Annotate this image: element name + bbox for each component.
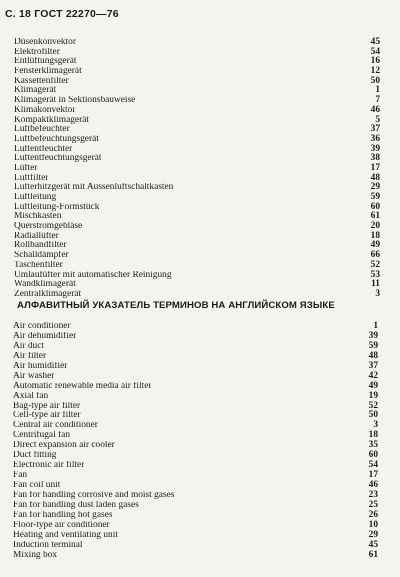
index-term: Air filter: [13, 351, 47, 361]
index-page-number: 23: [368, 489, 378, 500]
index-entry: [13, 372, 378, 382]
index-term: Central air conditioner: [13, 421, 98, 431]
index-entry: [13, 501, 378, 511]
index-entry: [13, 352, 378, 362]
index-term: Kassettenfilter: [14, 76, 69, 86]
index-term: Cell-type air filter: [13, 411, 81, 421]
index-page-number: 26: [368, 509, 378, 520]
index-entry: [14, 193, 380, 203]
index-entry: [13, 421, 378, 431]
index-term: Fan: [13, 471, 28, 481]
english-index-title: АЛФАВИТНЫЙ УКАЗАТЕЛЬ ТЕРМИНОВ НА АНГЛИЙСКОМ ЯЗЫКЕ: [17, 300, 335, 311]
index-term: Entlüftungsgerät: [14, 57, 77, 67]
index-entry: [14, 48, 380, 58]
index-page-number: 48: [370, 172, 380, 183]
index-page-number: 59: [370, 192, 380, 202]
index-page-number: 46: [370, 104, 380, 115]
index-page-number: 10: [368, 519, 378, 530]
index-page-number: 60: [370, 201, 380, 212]
index-term: Mischkasten: [14, 212, 62, 222]
index-page-number: 17: [368, 470, 378, 481]
index-term: Duct fitting: [13, 451, 57, 461]
index-page-number: 49: [368, 380, 378, 391]
index-term: Air humidifier: [13, 361, 68, 371]
index-term: Lufterhitzgerät mit Aussenluftschaltkasten: [14, 183, 174, 193]
index-term: Elektrofilter: [14, 47, 60, 57]
index-term: Heating and ventilating unit: [13, 530, 118, 540]
index-page-number: 20: [370, 221, 380, 232]
index-entry: [14, 203, 380, 213]
index-term: Fensterklimagerät: [14, 67, 82, 77]
index-term: Axial fan: [13, 391, 49, 401]
index-entry: [14, 290, 380, 300]
index-page-number: 36: [370, 133, 380, 144]
index-term: Luftleitung: [14, 193, 57, 202]
index-page-number: 11: [371, 279, 380, 290]
index-page-number: 7: [375, 95, 380, 106]
index-term: Rollbandfilter: [14, 241, 67, 251]
index-page-number: 25: [368, 499, 378, 510]
index-term: Fan for handling dust laden gases: [13, 500, 139, 510]
index-entry: [14, 212, 380, 222]
index-entry: [14, 222, 380, 232]
index-entry: [13, 441, 378, 451]
index-page-number: 37: [368, 360, 378, 371]
index-entry: [13, 392, 378, 402]
index-page-number: 39: [368, 330, 378, 341]
index-entry: [14, 164, 380, 174]
index-term: Air dehumidifier: [13, 331, 77, 341]
index-page-number: 38: [370, 153, 380, 164]
index-term: Air washer: [13, 371, 55, 381]
index-entry: [13, 402, 378, 412]
index-term: Lüfter: [14, 163, 38, 173]
index-term: Radiallüfter: [14, 231, 59, 241]
index-term: Luftbefeuchter: [14, 125, 70, 135]
index-page-number: 29: [368, 529, 378, 540]
index-entry: [13, 481, 378, 491]
index-term: Mixing box: [13, 550, 58, 560]
index-term: Direct expansion air cooler: [13, 441, 115, 451]
index-page-number: 50: [368, 410, 378, 421]
index-page-number: 1: [375, 85, 380, 96]
index-page-number: 18: [370, 230, 380, 241]
index-term: Air conditioner: [13, 322, 71, 331]
index-page-number: 39: [370, 143, 380, 154]
index-term: Fan coil unit: [13, 481, 61, 490]
index-term: Fan for handling hot gases: [13, 510, 113, 520]
index-page-number: 45: [368, 539, 378, 550]
index-entry: [13, 531, 378, 541]
index-term: Umlaufüfter mit automatischer Reinigung: [14, 270, 172, 280]
index-page-number: 52: [370, 259, 380, 270]
index-entry: [14, 183, 380, 193]
index-entry: [13, 342, 378, 352]
index-page-number: 49: [370, 240, 380, 251]
index-entry: [14, 106, 380, 116]
index-entry: [14, 261, 380, 271]
english-term-index: [13, 322, 378, 561]
index-entry: [13, 411, 378, 421]
index-entry: [13, 382, 378, 392]
index-entry: [13, 451, 378, 461]
index-page-number: 42: [368, 370, 378, 381]
index-page-number: 52: [368, 400, 378, 411]
index-entry: [14, 135, 380, 145]
index-page-number: 53: [370, 269, 380, 280]
index-entry: [13, 541, 378, 551]
index-page-number: 50: [370, 75, 380, 86]
index-term: Luftentfeuchtungsgerät: [14, 154, 102, 164]
index-entry: [14, 86, 380, 96]
index-term: Querstromgebläse: [14, 222, 83, 232]
index-term: Wandklimagerät: [14, 280, 76, 290]
index-page-number: 46: [368, 480, 378, 490]
page-header: С. 18 ГОСТ 22270—76: [5, 8, 119, 20]
index-page-number: 3: [373, 420, 378, 431]
index-entry: [14, 38, 380, 48]
index-page-number: 18: [368, 430, 378, 441]
index-page-number: 3: [375, 288, 380, 299]
index-entry: [14, 174, 380, 184]
index-entry: [13, 362, 378, 372]
index-entry: [13, 491, 378, 501]
index-term: Klimagerät: [14, 86, 57, 96]
index-term: Luftbefeuchtungsgerät: [14, 134, 99, 144]
index-entry: [13, 551, 378, 561]
index-entry: [14, 67, 380, 77]
index-entry: [13, 461, 378, 471]
index-page-number: 1: [373, 321, 378, 331]
index-entry: [13, 471, 378, 481]
index-term: Taschenfilter: [14, 260, 63, 270]
index-term: Luftleitung-Formstück: [14, 202, 100, 212]
index-page-number: 37: [370, 124, 380, 135]
index-term: Bag-type air filter: [13, 401, 81, 411]
index-entry: [13, 521, 378, 531]
index-term: Automatic renewable media air filter: [13, 381, 152, 391]
index-entry: [14, 232, 380, 242]
index-term: Induction terminal: [13, 540, 83, 550]
index-term: Düsenkonvektor: [14, 38, 76, 47]
index-page-number: 12: [370, 66, 380, 77]
index-term: Fan for handling corrosive and moist gases: [13, 490, 175, 500]
index-page-number: 48: [368, 350, 378, 361]
index-term: Electronic air filter: [13, 461, 85, 471]
index-term: Klimakonvektor: [14, 105, 76, 115]
index-entry: [14, 145, 380, 155]
index-page-number: 59: [368, 340, 378, 351]
index-entry: [13, 322, 378, 332]
index-entry: [13, 431, 378, 441]
index-entry: [14, 57, 380, 67]
index-page-number: 17: [370, 162, 380, 173]
index-term: Floor-type air conditioner: [13, 520, 110, 530]
index-term: Kompaktklimagerät: [14, 115, 89, 125]
index-page-number: 66: [370, 250, 380, 261]
index-entry: [13, 511, 378, 521]
index-entry: [14, 77, 380, 87]
index-page-number: 35: [368, 440, 378, 451]
index-entry: [14, 96, 380, 106]
german-term-index: [14, 38, 380, 300]
index-term: Luftentfeuchter: [14, 144, 73, 154]
index-term: Klimagerät in Sektionsbauweise: [14, 96, 136, 106]
index-term: Air duct: [13, 341, 44, 351]
index-entry: [14, 154, 380, 164]
index-page-number: 19: [368, 390, 378, 401]
index-entry: [14, 271, 380, 281]
index-entry: [14, 251, 380, 261]
index-page-number: 54: [370, 46, 380, 57]
index-page-number: 54: [368, 460, 378, 471]
index-page-number: 45: [370, 37, 380, 47]
index-term: Zentralklimagerät: [14, 289, 82, 299]
index-term: Schalldämpfer: [14, 251, 69, 261]
index-term: Luftfilter: [14, 173, 49, 183]
index-entry: [14, 125, 380, 135]
index-page-number: 16: [370, 56, 380, 67]
index-page-number: 60: [368, 450, 378, 461]
index-page-number: 61: [370, 211, 380, 222]
index-entry: [13, 332, 378, 342]
index-page-number: 61: [368, 549, 378, 560]
index-page-number: 5: [375, 114, 380, 125]
index-term: Centrifugal fan: [13, 431, 71, 441]
index-entry: [14, 280, 380, 290]
index-entry: [14, 241, 380, 251]
index-page-number: 29: [370, 182, 380, 193]
index-entry: [14, 116, 380, 126]
